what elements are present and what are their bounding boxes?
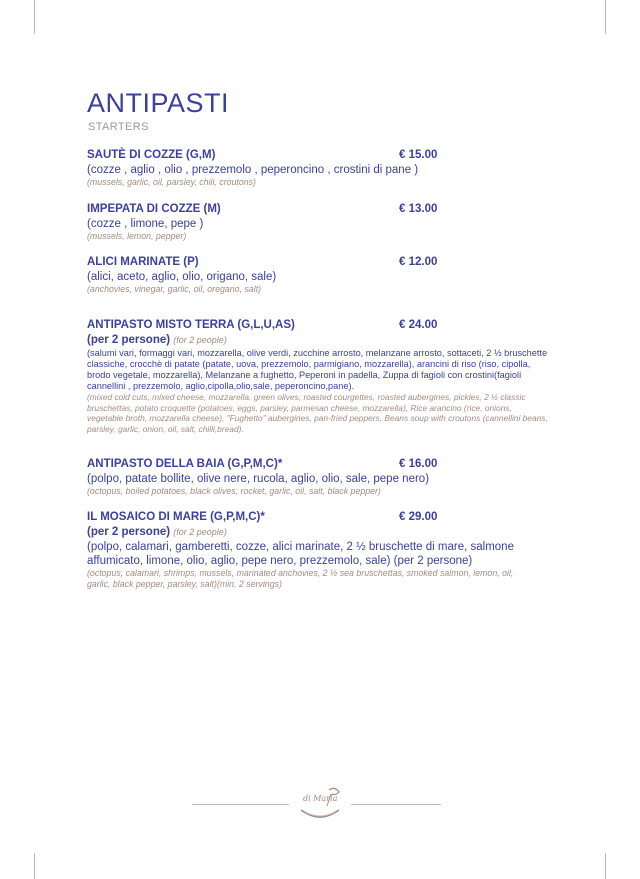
item-description-en: (mussels, lemon, pepper) <box>87 231 187 241</box>
item-price: € 13.00 <box>399 203 438 215</box>
item-description-it: (polpo, patate bollite, olive nere, rucola, aglio, olio, sale, pepe nero) <box>87 473 430 485</box>
menu-item-saute-di-cozze <box>87 148 557 188</box>
item-price: € 12.00 <box>399 256 438 268</box>
item-price: € 16.00 <box>399 458 438 470</box>
item-description-it: (cozze , limone, pepe ) <box>87 218 204 230</box>
item-description-en: (mussels, garlic, oil, parsley, chili, croutons) <box>87 177 256 187</box>
serving-en: (for 2 people) <box>173 335 227 345</box>
item-name: ALICI MARINATE (P) <box>87 256 199 268</box>
serving-it: (per 2 persone) <box>87 334 171 346</box>
page-subtitle: STARTERS <box>88 121 149 133</box>
crop-mark-bottom-right <box>605 853 606 879</box>
item-name: IL MOSAICO DI MARE (G,P,M,C)* <box>87 511 265 523</box>
logo-text: di Maria <box>303 794 338 803</box>
serving-en: (for 2 people) <box>173 527 227 537</box>
menu-item-il-mosaico-di-mare <box>87 510 522 590</box>
item-description-it: (polpo, calamari, gamberetti, cozze, alici marinate, 2 ½ bruschette di mare, salmone affumicato, limone, olio, aglio, pepe nero, prezzemolo, sale) (per 2 persone) <box>87 541 514 567</box>
menu-item-antipasto-misto-terra <box>87 318 549 434</box>
menu-item-antipasto-della-baia <box>87 457 557 497</box>
restaurant-logo-icon <box>293 784 347 824</box>
crop-mark-top-left <box>34 0 35 34</box>
item-name: ANTIPASTO MISTO TERRA (G,L,U,AS) <box>87 319 295 331</box>
item-name: ANTIPASTO DELLA BAIA (G,P,M,C)* <box>87 458 283 470</box>
item-description-en: (anchovies, vinegar, garlic, oil, oregano, salt) <box>87 284 262 294</box>
item-description-it: (cozze , aglio , olio , prezzemolo , peperoncino , crostini di pane ) <box>87 164 419 176</box>
menu-item-alici-marinate <box>87 255 557 295</box>
item-serving <box>87 525 522 540</box>
footer-divider-right <box>351 804 441 805</box>
item-price: € 29.00 <box>399 511 438 523</box>
item-name: IMPEPATA DI COZZE (M) <box>87 203 221 215</box>
serving-it: (per 2 persone) <box>87 526 171 538</box>
crop-mark-bottom-left <box>34 853 35 879</box>
item-price: € 15.00 <box>399 149 438 161</box>
item-description-en: (octopus, boiled potatoes, black olives, rocket, garlic, oil, salt, black pepper) <box>87 486 381 496</box>
item-price: € 24.00 <box>399 319 438 331</box>
item-description-it: (alici, aceto, aglio, olio, origano, sale) <box>87 271 277 283</box>
page-title: ANTIPASTI <box>87 88 230 118</box>
item-name: SAUTÈ DI COZZE (G,M) <box>87 149 216 161</box>
crop-mark-top-right <box>605 0 606 34</box>
item-description-it: (salumi vari, formaggi vari, mozzarella, olive verdi, zucchine arrosto, melanzane arrosto, sottaceti, 2 ½ bruschette classiche, crocchè di patate (patate, uova, prezzemolo, parmigiano, mozzarella), arancini di riso (riso, cipolla, brodo vegetale, mozzarella), Melanzane a fughetto, Peperoni in padella, Zuppa di fagioli con crostini(fagioli cannellini , prezzemolo, aglio,cipolla,olio,sale, peperoncino,pane). <box>87 348 548 391</box>
menu-item-impepata-di-cozze <box>87 202 557 242</box>
item-serving <box>87 333 549 348</box>
footer-divider-left <box>192 804 289 805</box>
item-description-en: (mixed cold cuts, mixed cheese, mozzarella, green olives, roasted courgettes, roasted aubergines, pickles, 2 ½ classic bruschettas, potato croquette (potatoes, eggs, parsley, parmesan cheese, mozzarella), Rice arancino (rice, onions, vegetable broth, mozzarella cheese), "Fughetto" aubergines, pan-fried peppers, Beans soup with croutons (cannellini beans, parsley, garlic, onion, oil, salt, chilli,bread). <box>87 392 548 434</box>
item-description-en: (octopus, calamari, shrimps, mussels, marinated anchovies, 2 ½ sea bruschettas, smoked salmon, lemon, oil, garlic, black pepper, parsley, salt)(min. 2 servings) <box>87 568 514 589</box>
